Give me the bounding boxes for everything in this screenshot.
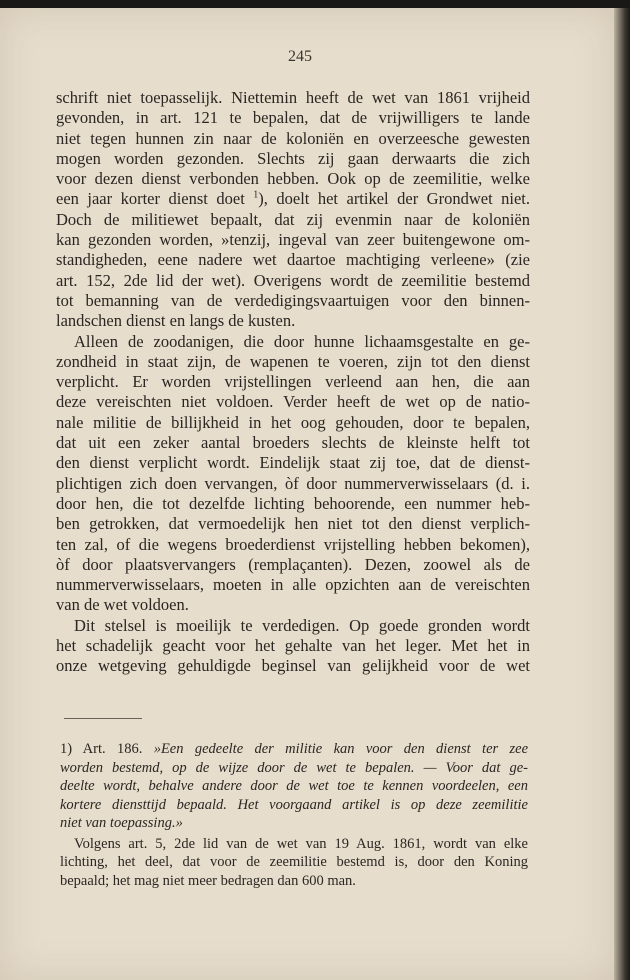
text-line: Doch de militiewet bepaalt, dat zij evenmin naar de koloniën xyxy=(56,209,530,229)
text-line: ten zal, of die wegens broederdienst vrijstelling hebben bekomen), xyxy=(56,534,530,554)
text-line: Alleen de zoodanigen, die door hunne lichaamsgestalte en ge- xyxy=(74,331,530,351)
footnote-line: worden bestemd, op de wijze door de wet te bepalen. — Voor dat ge- xyxy=(60,759,528,776)
text-line: Dit stelsel is moeilijk te verdedigen. Op goede gronden wordt xyxy=(74,615,530,635)
text-line: mogen worden gezonden. Slechts zij gaan derwaarts die zich xyxy=(56,148,530,168)
text-line: van de wet voldoen. xyxy=(56,595,189,615)
footnote-line: kortere diensttijd bepaald. Het voorgaand artikel is op deze zeemilitie xyxy=(60,796,528,813)
text-line: landschen dienst en langs de kusten. xyxy=(56,311,296,331)
footnote-line: niet van toepassing.» xyxy=(60,815,183,831)
footnotes xyxy=(60,740,528,890)
page-edge xyxy=(614,8,630,980)
footnote-line: deelte wordt, behalve andere door de wet toe te kennen voordeelen, een xyxy=(60,778,528,794)
paragraph-3 xyxy=(56,616,530,677)
text-line: niet tegen hunnen zin naar de koloniën en overzeesche gewesten xyxy=(56,128,530,148)
footnote-article: Art. 186. xyxy=(82,741,143,757)
footnote-divider xyxy=(64,718,142,719)
footnote-marker: 1) xyxy=(60,741,73,757)
footnote-line: bepaald; het mag niet meer bedragen dan 600 man. xyxy=(60,872,356,889)
footnote-line: Volgens art. 5, 2de lid van de wet van 19 Aug. 1861, wordt van elke xyxy=(74,835,528,852)
text-fragment: , doelt het artikel der Grondwet niet. xyxy=(263,189,531,209)
paragraph-2 xyxy=(56,332,530,616)
text-line: tot bemanning van de verdedigingsvaartuigen voor den binnen- xyxy=(56,290,530,310)
text-line: gevonden, in art. 121 te bepalen, dat de vrijwilligers te lande xyxy=(56,108,530,128)
footnote-quote: »Een gedeelte der militie kan voor den dienst ter zee xyxy=(153,741,529,757)
text-line: deze vereischten niet voldoen. Verder heeft de wet op de natio- xyxy=(56,392,530,412)
text-line: zondheid in staat zijn, de wapenen te voeren, zijn tot den dienst xyxy=(56,351,530,371)
text-line: nale militie de billijkheid in het oog gehouden, door te bepalen, xyxy=(56,412,530,432)
text-line: art. 152, 2de lid der wet). Overigens wordt de zeemilitie bestemd xyxy=(56,270,530,290)
footnote-ref: 1 xyxy=(253,189,259,201)
text-line: nummerverwisselaars, moeten in alle opzichten aan de vereischten xyxy=(56,575,530,595)
text-line: door hen, die tot dezelfde lichting behoorende, een nummer heb- xyxy=(56,493,530,513)
text-line: standigheden, eene nadere wet daartoe machtiging verleene» (zie xyxy=(56,250,530,270)
footnote-line: lichting, het deel, dat voor de zeemilitie bestemd is, door den Koning xyxy=(60,854,528,870)
text-line: òf door plaatsvervangers (remplaçanten). Dezen, zoowel als de xyxy=(56,554,530,574)
text-line: het schadelijk geacht voor het gehalte van het leger. Met het in xyxy=(56,636,530,656)
page-number: 245 xyxy=(288,48,312,65)
body-text xyxy=(56,88,530,677)
paragraph-1 xyxy=(56,88,530,332)
footnote-line xyxy=(60,740,528,759)
text-line: dat uit een zeker aantal broeders slechts de kleinste helft tot xyxy=(56,433,530,453)
text-line: kan gezonden worden, »tenzij, ingeval van zeer buitengewone om- xyxy=(56,230,530,250)
text-line: den dienst verplicht wordt. Eindelijk staat zij toe, dat de dienst- xyxy=(56,453,530,473)
text-line: onze wetgeving gehuldigde beginsel van gelijkheid voor de wet xyxy=(56,656,530,676)
text-line: plichtigen zich doen vervangen, òf door nummerverwisselaars (d. i. xyxy=(56,473,530,493)
text-line-with-footnote: een jaar korter dienst doet $^1$), doelt het artikel der Grondwet niet. xyxy=(56,189,531,209)
text-line: schrift niet toepasselijk. Niettemin heeft de wet van 1861 vrijheid xyxy=(56,88,530,107)
text-line: verplicht. Er worden vrijstellingen verleend aan hen, die aan xyxy=(56,372,530,392)
text-fragment: een jaar korter dienst doet xyxy=(56,189,245,209)
text-line: voor dezen dienst verbonden hebben. Ook op de zeemilitie, welke xyxy=(56,169,530,189)
text-line: ben getrokken, dat vermoedelijk hen niet tot den dienst verplich- xyxy=(56,514,530,534)
